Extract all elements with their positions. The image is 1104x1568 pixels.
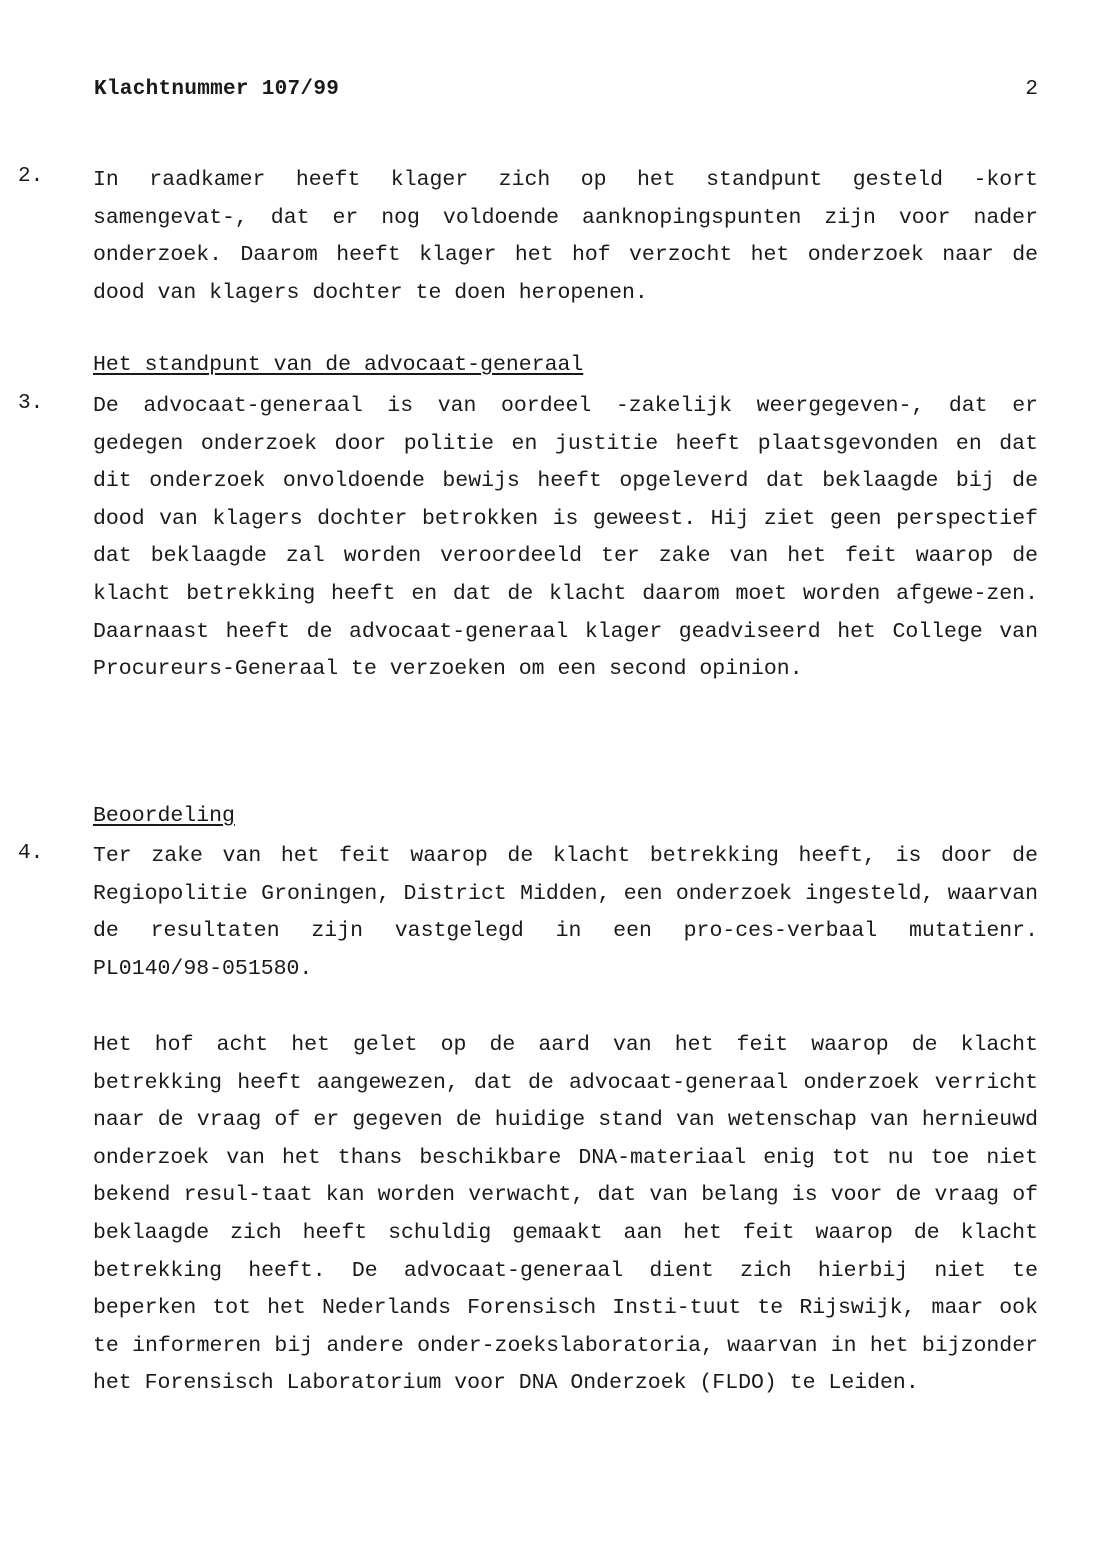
paragraph: Het hof acht het gelet op de aard van het feit waarop de klacht betrekking heeft aangewezen, dat de advocaat-generaal onderzoek verricht naar de vraag of er gegeven de huidige stand van wetenschap van hernieuwd onderzoek van het thans beschikbare DNA-materiaal enig tot nu toe niet bekend resul-taat kan worden verwacht, dat van belang is voor de vraag of beklaagde zich heeft schuldig gemaakt aan het feit waarop de klacht betrekking heeft. De advocaat-generaal dient zich hierbij niet te beperken tot het Nederlands Forensisch Insti-tuut te Rijswijk, maar ook te informeren bij andere onder-zoekslaboratoria, waarvan in het bijzonder het Forensisch Laboratorium voor DNA Onderzoek (FLDO) te Leiden. xyxy=(93,1033,1038,1396)
page-number: 2 xyxy=(1025,78,1038,101)
section-heading: Beoordeling xyxy=(93,804,235,828)
paragraph: In raadkamer heeft klager zich op het standpunt gesteld -kort samengevat-, dat er nog voldoende aanknopingspunten zijn voor nader onderzoek. Daarom heeft klager het hof verzocht het onderzoek naar de dood van klagers dochter te doen heropenen. xyxy=(93,168,1038,305)
section-heading: Het standpunt van de advocaat-generaal xyxy=(93,353,584,377)
paragraph: De advocaat-generaal is van oordeel -zakelijk weergegeven-, dat er gedegen onderzoek door politie en justitie heeft plaatsgevonden en dat dit onderzoek onvoldoende bewijs heeft opgeleverd dat beklaagde bij de dood van klagers dochter betrokken is geweest. Hij ziet geen perspectief dat beklaagde zal worden veroordeeld ter zake van het feit waarop de klacht betrekking heeft en dat de klacht daarom moet worden afgewe-zen. Daarnaast heeft de advocaat-generaal klager geadviseerd het College van Procureurs-Generaal te verzoeken om een second opinion. xyxy=(93,394,1038,682)
header-title: Klachtnummer 107/99 xyxy=(94,78,340,101)
section-number: 3. xyxy=(18,392,44,415)
paragraph: Ter zake van het feit waarop de klacht betrekking heeft, is door de Regiopolitie Groningen, District Midden, een onderzoek ingesteld, waarvan de resultaten zijn vastgelegd in een pro-ces-verbaal mutatienr. PL0140/98-051580. xyxy=(93,844,1038,981)
section-number: 4. xyxy=(18,842,44,865)
section-number: 2. xyxy=(18,165,44,188)
